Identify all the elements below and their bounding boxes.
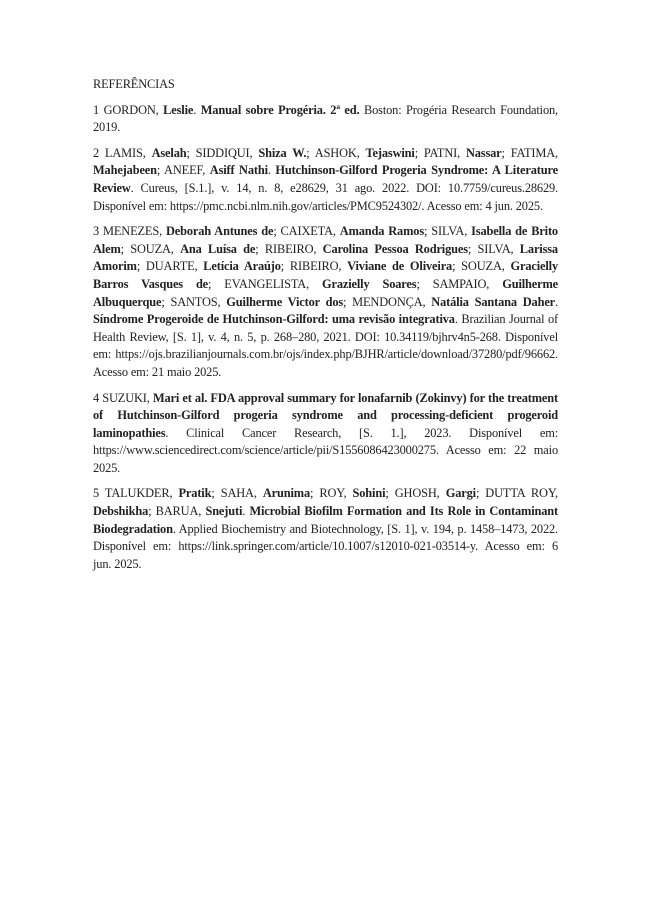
reference-bold-text: Natália Santana Daher (431, 294, 556, 309)
reference-bold-text: Arunima (262, 486, 310, 501)
reference-text: ; ASHOK, (306, 145, 366, 160)
document-page (93, 76, 558, 581)
reference-bold-text: Leslie (163, 102, 194, 117)
reference-text: 4 SUZUKI, (93, 390, 153, 405)
reference-text: ; CAIXETA, (273, 224, 340, 239)
reference-text: ; DUARTE, (136, 259, 204, 274)
reference-item (93, 102, 558, 137)
reference-bold-text: Gracielly Barros Vasques de (93, 259, 558, 291)
reference-bold-text: Síndrome Progeroide de Hutchinson-Gilford: uma revisão integrativa (93, 312, 455, 327)
reference-text: . Applied Biochemistry and Biotechnology, [S. 1], v. 194, p. 1458–1473, 2022. Disponível em: https://link.springer.com/article/10.1007/s12010-021-03514-y. Acesso em: 6 jun. 2025. (93, 521, 558, 571)
reference-text: ; SILVA, (424, 224, 472, 239)
reference-item (93, 390, 558, 478)
reference-text: ; FATIMA, (501, 145, 558, 160)
reference-text: 2 LAMIS, (93, 145, 152, 160)
reference-bold-text: Grazielly Soares (322, 276, 417, 291)
reference-text: ; SOUZA, (452, 259, 511, 274)
reference-text: 5 TALUKDER, (93, 486, 179, 501)
reference-bold-text: Ana Luísa de (180, 241, 256, 256)
reference-text: . (193, 102, 201, 117)
reference-bold-text: Gargi (445, 486, 476, 501)
reference-text: . (242, 504, 250, 519)
reference-bold-text: Guilherme Victor dos (226, 294, 344, 309)
reference-text: ; ANEEF, (156, 163, 210, 178)
reference-bold-text: Mahejabeen (93, 163, 157, 178)
reference-list (93, 102, 558, 574)
reference-bold-text: Snejuti (205, 504, 243, 519)
reference-bold-text: Debshikha (93, 504, 149, 519)
reference-bold-text: Sohini (352, 486, 386, 501)
reference-bold-text: Letícia Araújo (203, 259, 281, 274)
reference-text: . Brazilian Journal of Health Review, [S. 1], v. 4, n. 5, p. 268–280, 2021. DOI: 10.34119/bjhrv4n5-268. Disponível em: https://ojs.brazilianjournals.com.br/ojs/index.php/BJHR/article/download/37280/pdf/96662. Acesso em: 21 maio 2025. (93, 312, 558, 379)
reference-item (93, 145, 558, 215)
reference-bold-text: Manual sobre Progéria. 2ª ed. (200, 102, 360, 117)
reference-text: . (267, 163, 276, 178)
reference-bold-text: Guilherme Albuquerque (93, 276, 558, 309)
reference-bold-text: Mari et al. (152, 390, 208, 405)
reference-bold-text: Deborah Antunes de (165, 224, 274, 239)
references-heading: REFERÊNCIAS (93, 77, 175, 91)
reference-text: 1 GORDON, (93, 102, 164, 117)
reference-text: ; SANTOS, (161, 294, 227, 309)
reference-text: 3 MENEZES, (93, 224, 166, 239)
reference-bold-text: Shiza W. (258, 145, 307, 160)
reference-bold-text: Isabella de Brito Alem (93, 224, 558, 256)
reference-text: ; PATNI, (414, 145, 466, 160)
reference-bold-text: Pratik (178, 486, 212, 501)
reference-text: Boston: Progéria Research Foundation, 2019. (93, 102, 558, 135)
reference-text: ; SAMPAIO, (416, 276, 503, 291)
reference-text: ; SAHA, (211, 486, 263, 501)
reference-bold-text: Hutchinson-Gilford Progeria Syndrome: A Literature Review (93, 163, 558, 195)
reference-text: ; BARUA, (148, 504, 206, 519)
reference-item (93, 223, 558, 381)
reference-text: ; SOUZA, (120, 241, 181, 256)
reference-text: ; GHOSH, (385, 486, 446, 501)
reference-text: ; SIDDIQUI, (186, 145, 259, 160)
reference-bold-text: FDA approval summary for lonafarnib (Zokinvy) for the treatment of Hutchinson-Gilford progeria syndrome and processing-deficient progeroid laminopathies (93, 390, 558, 440)
reference-bold-text: Asiff Nathi (209, 163, 268, 178)
reference-bold-text: Nassar (465, 145, 502, 160)
reference-text: ; ROY, (310, 486, 353, 501)
reference-bold-text: Amanda Ramos (339, 224, 424, 239)
reference-bold-text: Larissa Amorim (93, 241, 558, 274)
reference-bold-text: Viviane de Oliveira (347, 259, 453, 274)
reference-text: . (555, 294, 558, 309)
reference-item (93, 485, 558, 573)
reference-text: ; EVANGELISTA, (208, 276, 322, 291)
reference-text: ; DUTTA ROY, (475, 486, 558, 501)
reference-text: ; SILVA, (467, 241, 520, 256)
reference-bold-text: Carolina Pessoa Rodrigues (322, 241, 468, 256)
reference-text: ; MENDONÇA, (343, 294, 432, 309)
reference-text: ; RIBEIRO, (255, 241, 323, 256)
reference-bold-text: Aselah (151, 145, 187, 160)
reference-bold-text: Microbial Biofilm Formation and Its Role in Contaminant Biodegradation (93, 504, 559, 536)
reference-text: . Cureus, [S.1.], v. 14, n. 8, e28629, 31 ago. 2022. DOI: 10.7759/cureus.28629. Disponível em: https://pmc.ncbi.nlm.nih.gov/articles/PMC9524302/. Acesso em: 4 jun. 2025. (93, 180, 558, 213)
reference-text: . Clinical Cancer Research, [S. 1.], 2023. Disponível em: https://www.sciencedirect.com/science/article/pii/S1556086423000275. Acesso em: 22 maio 2025. (93, 425, 558, 475)
reference-text: ; RIBEIRO, (280, 259, 348, 274)
reference-bold-text: Tejaswini (365, 145, 415, 160)
